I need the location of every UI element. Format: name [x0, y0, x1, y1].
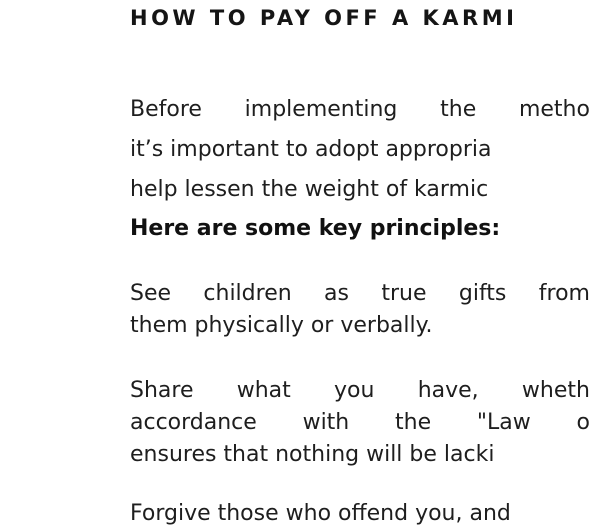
word: true	[381, 281, 427, 306]
word: have,	[417, 378, 479, 403]
principle-3-line-1: Forgive those who offend you, and	[130, 501, 511, 526]
intro-line-2: it’s important to adopt appropria	[130, 137, 492, 162]
word: you	[334, 378, 375, 403]
word: o	[576, 410, 590, 435]
principle-1-line-1	[130, 280, 590, 308]
word: accordance	[130, 410, 257, 435]
key-principles-label: Here are some key principles:	[130, 216, 501, 241]
principle-2-line-2	[130, 409, 590, 437]
principle-2-line-3: ensures that nothing will be lacki	[130, 442, 495, 467]
word: "Law	[476, 410, 531, 435]
word: metho	[518, 97, 590, 122]
section-heading: HOW TO PAY OFF A KARMI	[130, 6, 518, 30]
word: Before	[130, 97, 202, 122]
word: from	[538, 281, 590, 306]
word: with	[302, 410, 350, 435]
word: children	[203, 281, 292, 306]
word: the	[395, 410, 432, 435]
intro-line-3: help lessen the weight of karmic	[130, 177, 489, 202]
word: gifts	[458, 281, 507, 306]
word: implementing	[244, 97, 398, 122]
word: as	[324, 281, 349, 306]
word: the	[440, 97, 477, 122]
principle-1-line-2: them physically or verbally.	[130, 313, 433, 338]
word: Share	[130, 378, 194, 403]
word: wheth	[521, 378, 590, 403]
principle-2-line-1	[130, 377, 590, 405]
intro-line-1	[130, 96, 590, 124]
word: what	[236, 378, 291, 403]
word: See	[130, 281, 172, 306]
